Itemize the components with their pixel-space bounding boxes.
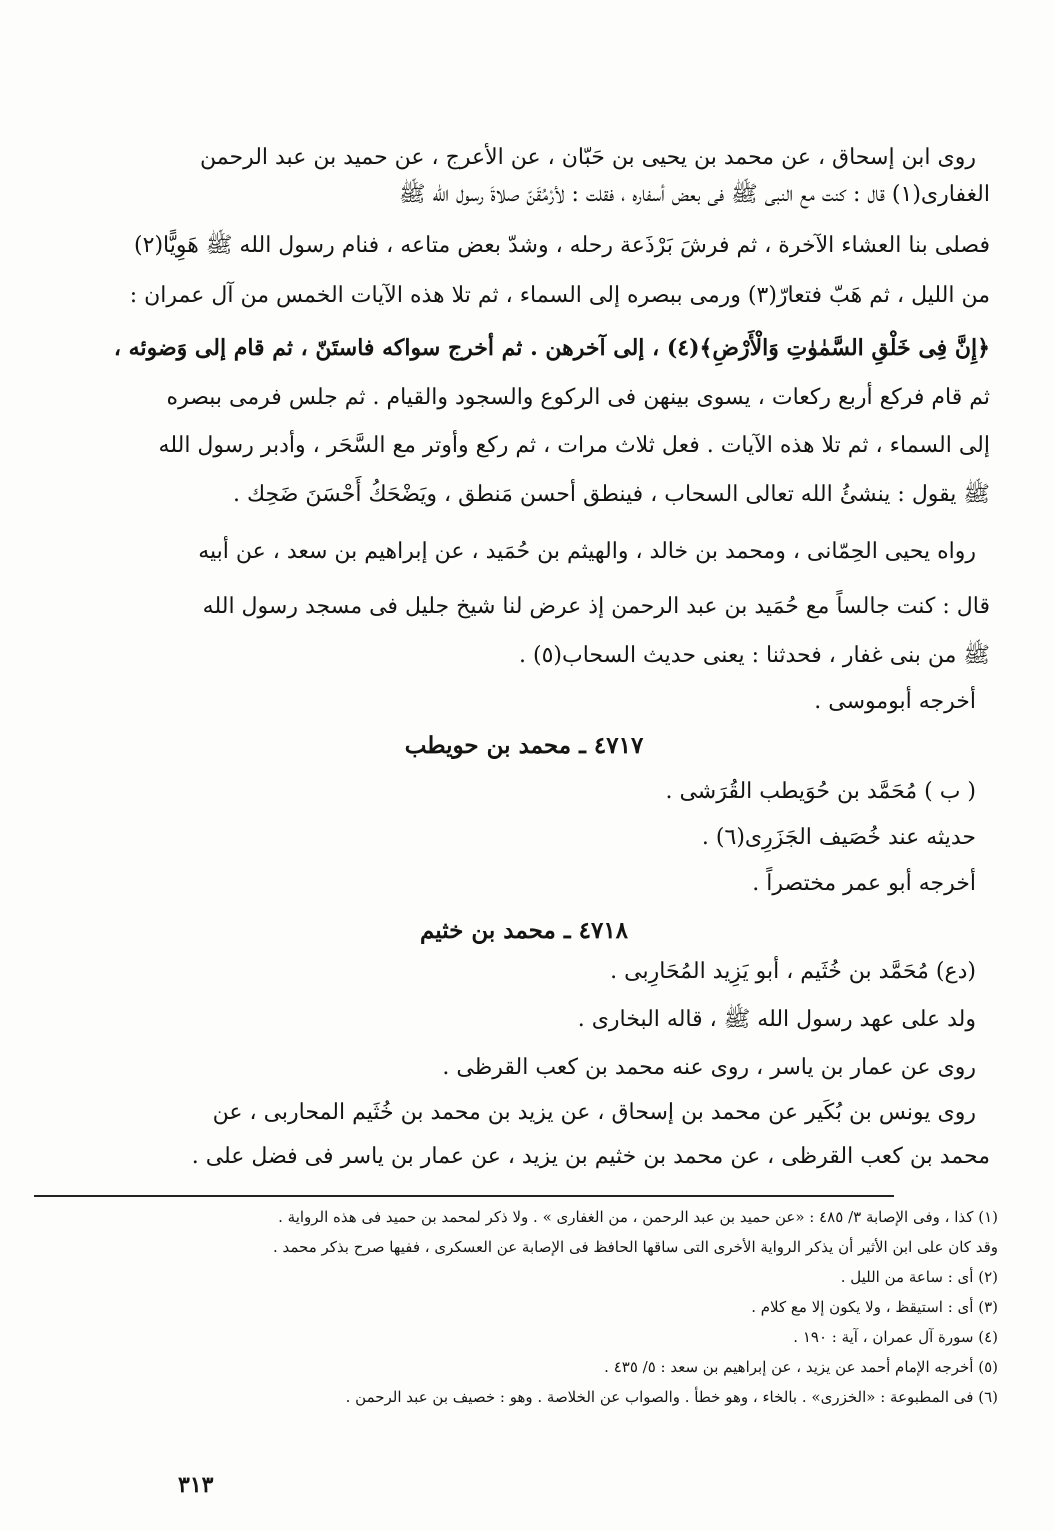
text-line: الغفارى(١) قال : كنت مع النبى ﷺ فى بعض أسفاره ، فقلت : لأرْمُقَنّ صلاةَ رسول الله ﷺ <box>398 182 990 207</box>
entry-dash: ـ <box>579 732 586 759</box>
text-line: فصلى بنا العشاء الآخرة ، ثم فرشَ بَرْذَعة رحله ، وشدّ بعض متاعه ، فنام رسول الله ﷺ هَوِيًّا(٢) <box>134 233 990 258</box>
footnote: (١) كذا ، وفى الإصابة ٣/ ٤٨٥ : «عن حميد بن عبد الرحمن ، من الغفارى » . ولا ذكر لمحمد بن حميد فى هذه الرواية . <box>278 1208 998 1226</box>
text-line: ﴿إِنَّ فِى خَلْقِ السَّمٰوٰتِ وَالْأَرْضِ﴾(٤) ، إلى آخرهن . ثم أخرج سواكه فاستَنّ ، ثم قام إلى وَضوئه ، <box>113 335 990 361</box>
text-line: ولد على عهد رسول الله ﷺ ، قاله البخارى . <box>577 1007 976 1032</box>
text-line: رواه يحيى الحِمّانى ، ومحمد بن خالد ، والهيثم بن حُمَيد ، عن إبراهيم بن سعد ، عن أبيه <box>198 539 976 564</box>
text-line: (دع) مُحَمَّد بن خُثَيم ، أبو يَزِيد المُحَارِبى . <box>610 959 976 984</box>
footnote-separator <box>34 1195 894 1197</box>
entry-number: ٤٧١٨ <box>578 917 629 944</box>
footnote: (٢) أى : ساعة من الليل . <box>840 1268 998 1286</box>
text-line: روى يونس بن بُكَير عن محمد بن إسحاق ، عن يزيد بن محمد بن خُثَيم المحاربى ، عن <box>212 1100 976 1125</box>
text-line: ( ب ) مُحَمَّد بن حُوَيطب القُرَشى . <box>665 779 976 804</box>
footnote: (٤) سورة آل عمران ، آية : ١٩٠ . <box>793 1328 998 1346</box>
text-line: ﷺ من بنى غفار ، فحدثنا : يعنى حديث السحاب(٥) . <box>519 643 990 668</box>
text-line: روى عن عمار بن ياسر ، روى عنه محمد بن كعب القرظى . <box>442 1055 976 1080</box>
page-number: ٣١٣ <box>178 1472 214 1498</box>
text-line: إلى السماء ، ثم تلا هذه الآيات . فعل ثلاث مرات ، ثم ركع وأوتر مع السَّحَر ، وأدبر رسول الله <box>158 433 990 458</box>
entry-dash: ـ <box>563 917 571 944</box>
footnote: (٥) أخرجه الإمام أحمد عن يزيد ، عن إبراهيم بن سعد : ٥/ ٤٣٥ . <box>604 1358 998 1376</box>
text-line: روى ابن إسحاق ، عن محمد بن يحيى بن حَبّان ، عن الأعرج ، عن حميد بن عبد الرحمن <box>200 145 976 170</box>
text-line: ﷺ يقول : ينشئُ الله تعالى السحاب ، فينطق أحسن مَنطق ، ويَضْحَكُ أَحْسَنَ ضَحِك . <box>232 482 990 507</box>
entry-number: ٤٧١٧ <box>593 732 644 759</box>
text-line: ثم قام فركع أربع ركعات ، يسوى بينهن فى الركوع والسجود والقيام . ثم جلس فرمى ببصره <box>166 385 990 410</box>
footnote: (٦) فى المطبوعة : «الخزرى» . بالخاء ، وهو خطأ . والصواب عن الخلاصة . وهو : خصيف بن عبد الرحمن . <box>345 1388 998 1406</box>
text-line: أخرجه أبو عمر مختصراً . <box>752 871 976 896</box>
text-line: من الليل ، ثم هَبّ فتعارّ(٣) ورمى ببصره إلى السماء ، ثم تلا هذه الآيات الخمس من آل عمران : <box>129 283 990 308</box>
entry-name: محمد بن حويطب <box>404 732 572 759</box>
text-line: قال : كنت جالساً مع حُمَيد بن عبد الرحمن إذ عرض لنا شيخ جليل فى مسجد رسول الله <box>202 594 990 619</box>
text-line: محمد بن كعب القرظى ، عن محمد بن خثيم بن يزيد ، عن عمار بن ياسر فى فضل على . <box>191 1144 990 1169</box>
footnote: وقد كان على ابن الأثير أن يذكر الرواية الأخرى التى ساقها الحافظ فى الإصابة عن العسكرى ، ففيها صرح بذكر محمد . <box>272 1238 998 1256</box>
text-line: أخرجه أبوموسى . <box>814 689 976 714</box>
entry-heading-4717 <box>324 728 724 764</box>
entry-name: محمد بن خثيم <box>419 917 556 944</box>
entry-heading-4718 <box>324 913 724 949</box>
text-line: حديثه عند خُصَيف الجَزَرِى(٦) . <box>701 825 976 850</box>
footnote: (٣) أى : استيقظ ، ولا يكون إلا مع كلام . <box>751 1298 998 1316</box>
